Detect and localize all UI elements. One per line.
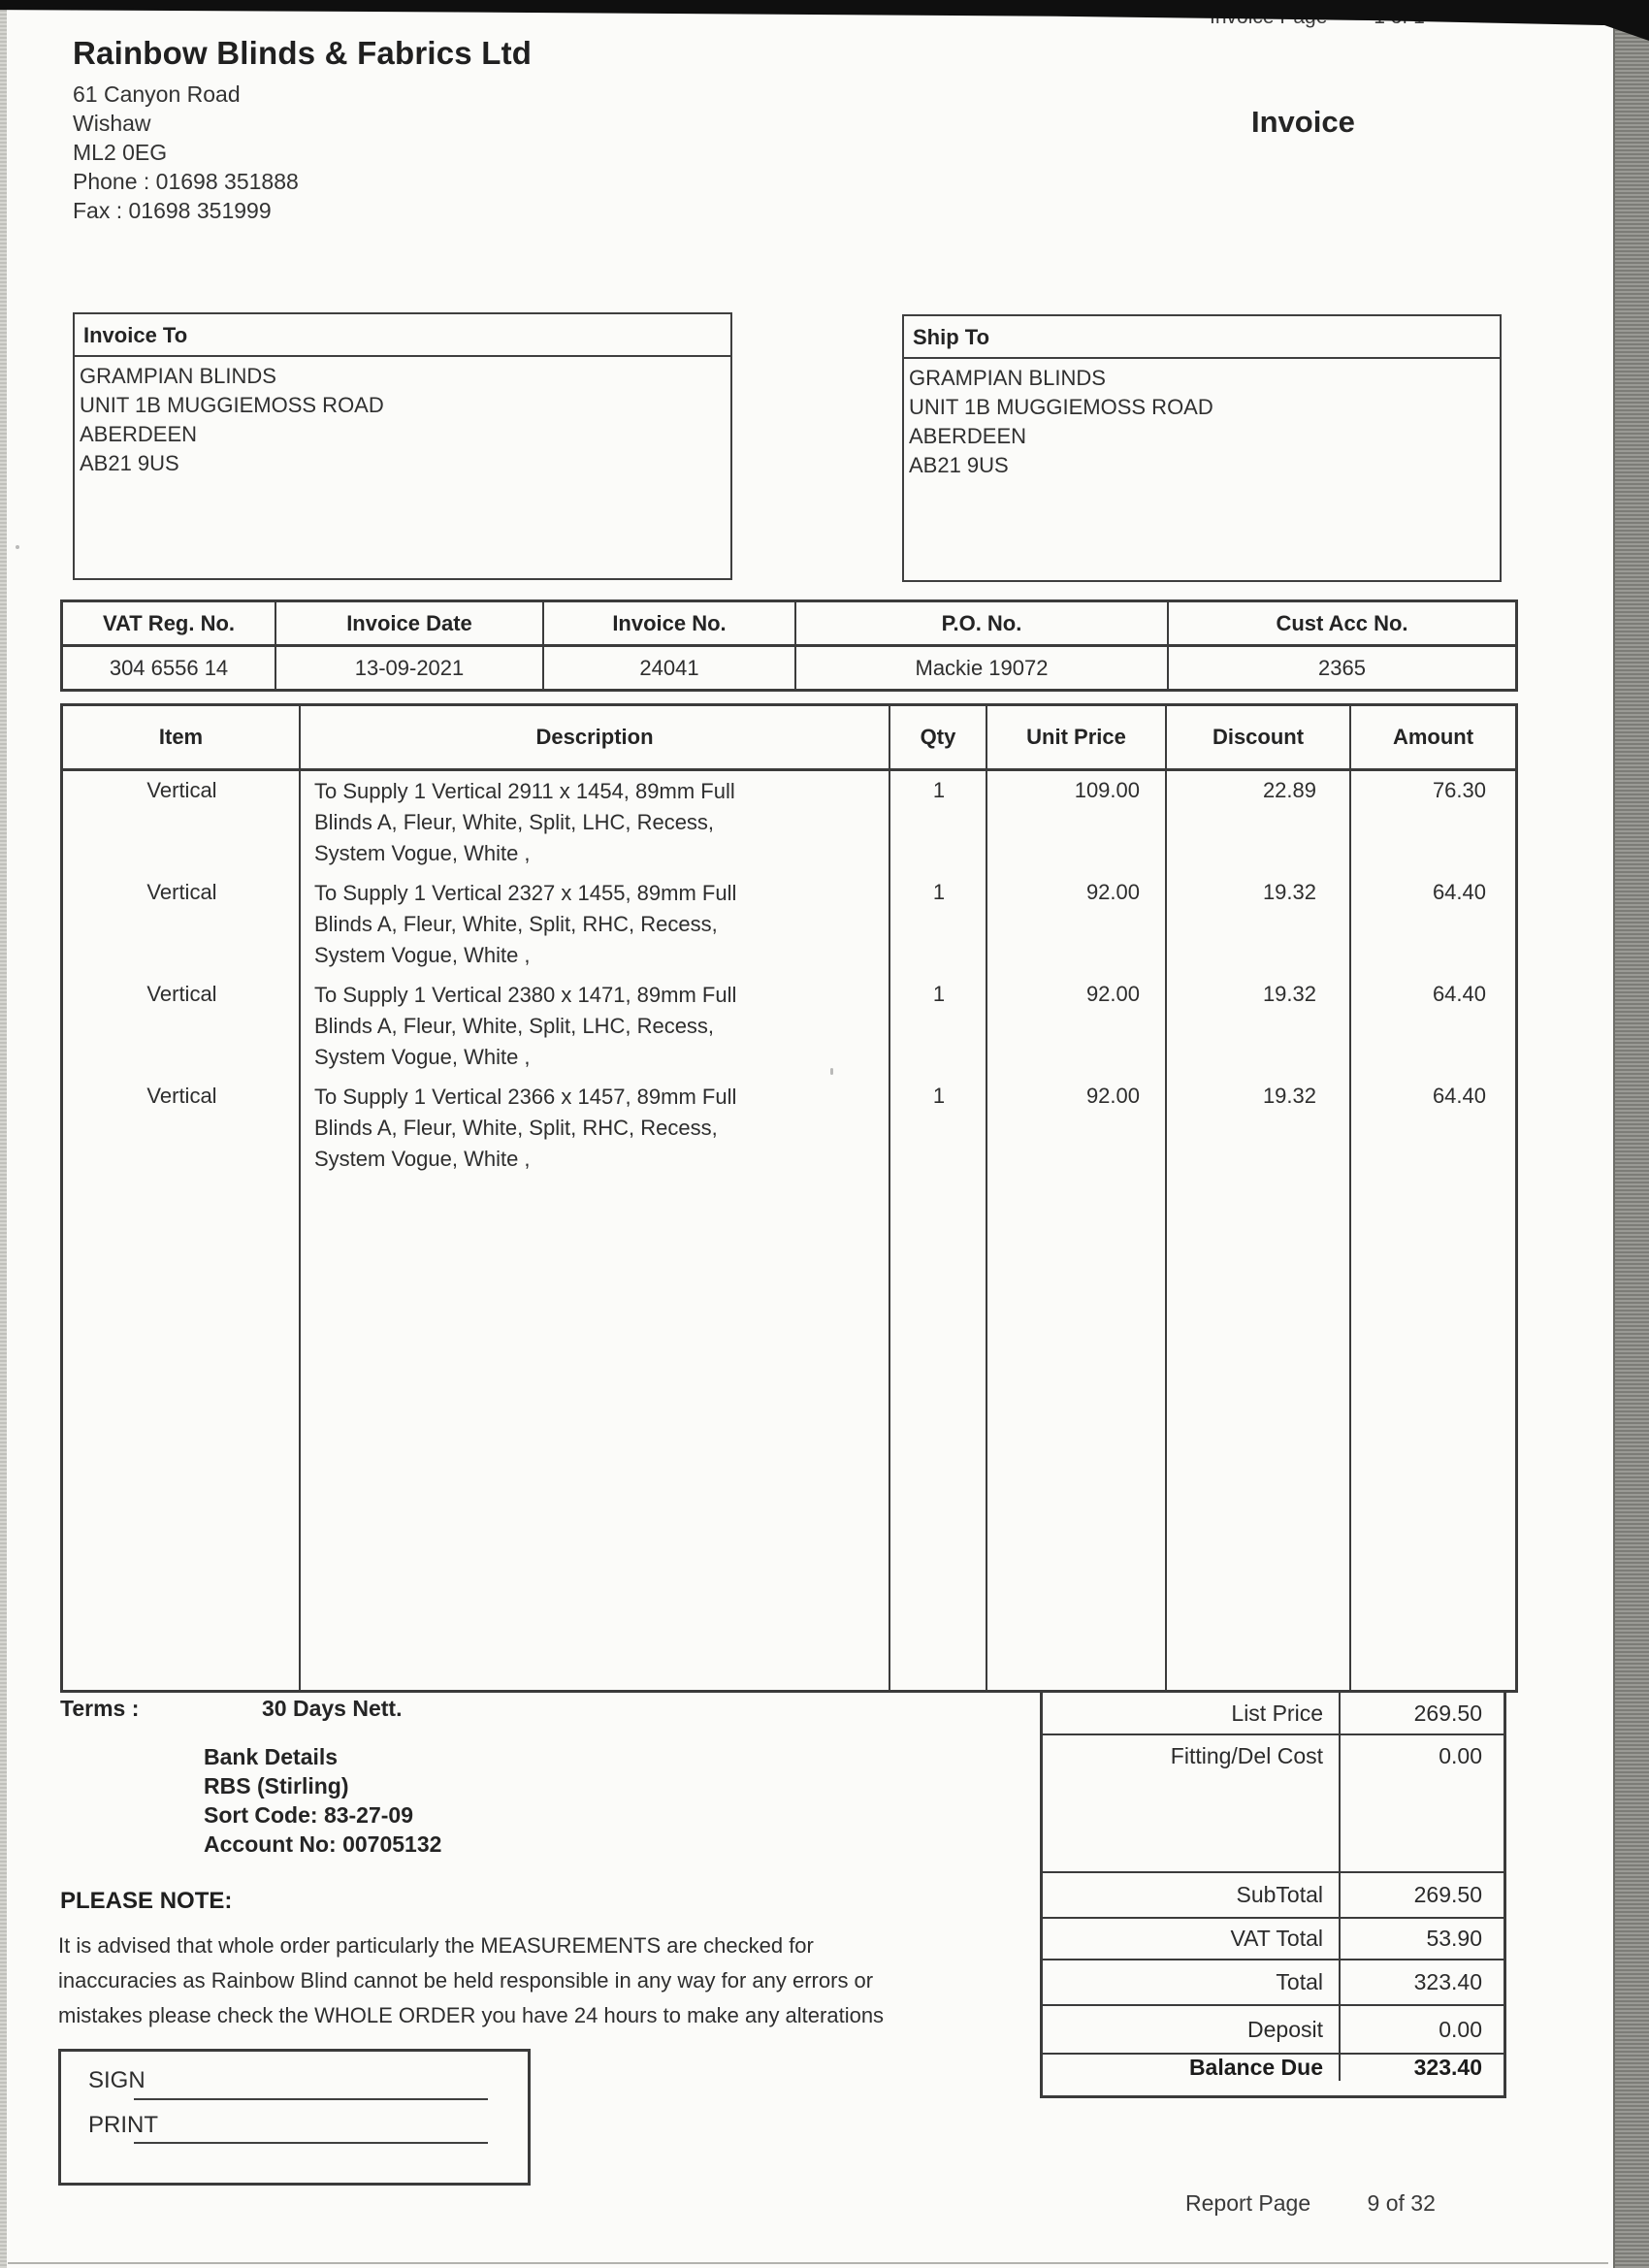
po-no: Mackie 19072 [796,647,1169,689]
total-label: Fitting/Del Cost [1043,1735,1341,1871]
items-header-unit-price: Unit Price [987,706,1167,768]
meta-header-invoice-no: Invoice No. [544,602,796,644]
company-address-line: Wishaw [73,111,151,136]
total-row-total [1043,1960,1504,2006]
item-unit-price: 92.00 [1085,1084,1140,1108]
item-description-line: System Vogue, White , [314,1147,531,1171]
total-label: VAT Total [1043,1919,1341,1959]
items-header-item: Item [63,706,301,768]
item-discount: 19.32 [1262,880,1316,904]
scan-artifact [16,545,19,549]
item-unit-price: 92.00 [1085,982,1140,1006]
item-description [301,1082,890,1175]
totals-box [1040,1690,1506,2098]
item-type: Vertical [146,982,217,1006]
table-row [63,1082,1515,1175]
items-header-description: Description [301,706,890,768]
invoice-to-line: ABERDEEN [80,422,198,446]
terms [60,1696,403,1722]
item-description-line: Blinds A, Fleur, White, Split, LHC, Recess, [314,810,715,834]
vat-reg-no: 304 6556 14 [63,647,276,689]
ship-to-line: ABERDEEN [909,424,1027,448]
invoice-date: 13-09-2021 [276,647,544,689]
print-line [134,2142,488,2144]
report-page-count: 9 of 32 [1367,2190,1436,2216]
item-description-line: To Supply 1 Vertical 2380 x 1471, 89mm Full [314,983,737,1007]
total-row-fitting-del-cost [1043,1735,1504,1873]
scan-edge-left [0,0,7,2268]
ship-to-box [902,314,1502,582]
item-qty: 1 [932,778,946,802]
invoice-to-title: Invoice To [75,314,730,357]
total-row-vat-total [1043,1919,1504,1960]
item-qty: 1 [932,880,946,904]
item-amount: 64.40 [1432,880,1486,904]
total-value: 323.40 [1413,1969,1482,1994]
item-description-line: Blinds A, Fleur, White, Split, RHC, Recess, [314,912,718,936]
total-row-deposit [1043,2006,1504,2055]
item-description-line: To Supply 1 Vertical 2327 x 1455, 89mm Full [314,881,737,905]
item-amount: 64.40 [1432,982,1486,1006]
total-label: Balance Due [1043,2055,1341,2081]
company-address-line: 61 Canyon Road [73,81,241,107]
report-page-footer [1185,2190,1436,2217]
item-amount: 76.30 [1432,778,1486,802]
scan-edge-right [1613,0,1649,2268]
bank-details-title: Bank Details [204,1744,339,1769]
company-address [73,80,299,225]
company-name: Rainbow Blinds & Fabrics Ltd [73,35,533,71]
total-row-list-price [1043,1693,1504,1735]
total-value: 0.00 [1439,2016,1482,2042]
item-type: Vertical [146,1084,217,1108]
total-row-balance-due [1043,2055,1504,2081]
print-label: PRINT [88,2112,158,2138]
document-title: Invoice [1251,105,1355,139]
total-label: SubTotal [1043,1873,1341,1917]
line-items-table [60,703,1518,1693]
items-header-row [63,706,1515,771]
disclaimer-text [58,1928,884,2033]
item-description-line: To Supply 1 Vertical 2911 x 1454, 89mm Full [314,779,735,803]
total-value: 53.90 [1426,1926,1482,1951]
item-amount: 64.40 [1432,1084,1486,1108]
items-header-discount: Discount [1167,706,1351,768]
company-fax: Fax : 01698 351999 [73,198,272,223]
item-unit-price: 92.00 [1085,880,1140,904]
meta-header-row [63,602,1515,647]
item-description-line: Blinds A, Fleur, White, Split, LHC, Recess, [314,1014,715,1038]
item-description [301,776,890,869]
meta-header-invoice-date: Invoice Date [276,602,544,644]
item-description-line: Blinds A, Fleur, White, Split, RHC, Recess, [314,1116,718,1140]
bank-name: RBS (Stirling) [204,1773,349,1798]
item-discount: 19.32 [1262,1084,1316,1108]
ship-to-line: AB21 9US [909,453,1009,477]
ship-to-line: GRAMPIAN BLINDS [909,366,1106,390]
item-type: Vertical [146,880,217,904]
table-row [63,980,1515,1073]
item-qty: 1 [932,1084,946,1108]
total-label: List Price [1043,1693,1341,1733]
items-header-qty: Qty [890,706,987,768]
item-description-line: System Vogue, White , [314,943,531,967]
invoice-no: 24041 [544,647,796,689]
items-header-amount: Amount [1392,725,1474,749]
item-discount: 19.32 [1262,982,1316,1006]
table-row [63,776,1515,869]
invoice-to-box [73,312,732,580]
item-qty: 1 [932,982,946,1006]
report-page-label: Report Page [1185,2190,1311,2216]
table-row [63,878,1515,971]
item-description-line: To Supply 1 Vertical 2366 x 1457, 89mm Full [314,1085,737,1109]
item-unit-price: 109.00 [1074,778,1140,802]
item-description-line: System Vogue, White , [314,1045,531,1069]
invoice-to-line: GRAMPIAN BLINDS [80,364,276,388]
meta-value-row [63,647,1515,689]
disclaimer-line: It is advised that whole order particularly the MEASUREMENTS are checked for [58,1933,814,1958]
ship-to-title: Ship To [904,316,1500,359]
meta-header-vat-reg: VAT Reg. No. [63,602,276,644]
total-value: 269.50 [1413,1700,1482,1726]
bank-account-no: Account No: 00705132 [204,1831,442,1857]
invoice-to-address [75,357,730,478]
company-phone: Phone : 01698 351888 [73,169,299,194]
sign-line [134,2098,488,2100]
invoice-to-line: AB21 9US [80,451,179,475]
total-value: 323.40 [1413,2055,1482,2080]
invoice-meta-table [60,599,1518,692]
total-row-subtotal [1043,1873,1504,1919]
item-type: Vertical [146,778,217,802]
cust-acc-no: 2365 [1318,655,1366,680]
item-description [301,980,890,1073]
meta-header-cust-acc: Cust Acc No. [1276,610,1408,635]
total-value: 269.50 [1413,1882,1482,1907]
ship-to-line: UNIT 1B MUGGIEMOSS ROAD [909,395,1213,419]
meta-header-po-no: P.O. No. [796,602,1169,644]
terms-value: 30 Days Nett. [262,1696,403,1721]
bank-details [204,1742,441,1859]
sign-label: SIGN [88,2067,146,2093]
invoice-to-line: UNIT 1B MUGGIEMOSS ROAD [80,393,384,417]
total-value: 0.00 [1439,1743,1482,1768]
items-body [63,771,1515,1690]
company-address-line: ML2 0EG [73,140,168,165]
disclaimer-line: inaccuracies as Rainbow Blind cannot be held responsible in any way for any errors or [58,1968,874,1993]
item-discount: 22.89 [1262,778,1316,802]
total-label: Total [1043,1960,1341,2004]
item-description [301,878,890,971]
item-description-line: System Vogue, White , [314,841,531,865]
ship-to-address [904,359,1500,480]
total-label: Deposit [1043,2006,1341,2053]
signature-box [58,2049,531,2186]
scan-edge-bottom [8,2262,1608,2264]
please-note-title: PLEASE NOTE: [60,1888,233,1914]
disclaimer-line: mistakes please check the WHOLE ORDER you have 24 hours to make any alterations [58,2003,885,2027]
bank-sort-code: Sort Code: 83-27-09 [204,1802,414,1828]
terms-label: Terms : [60,1696,140,1721]
